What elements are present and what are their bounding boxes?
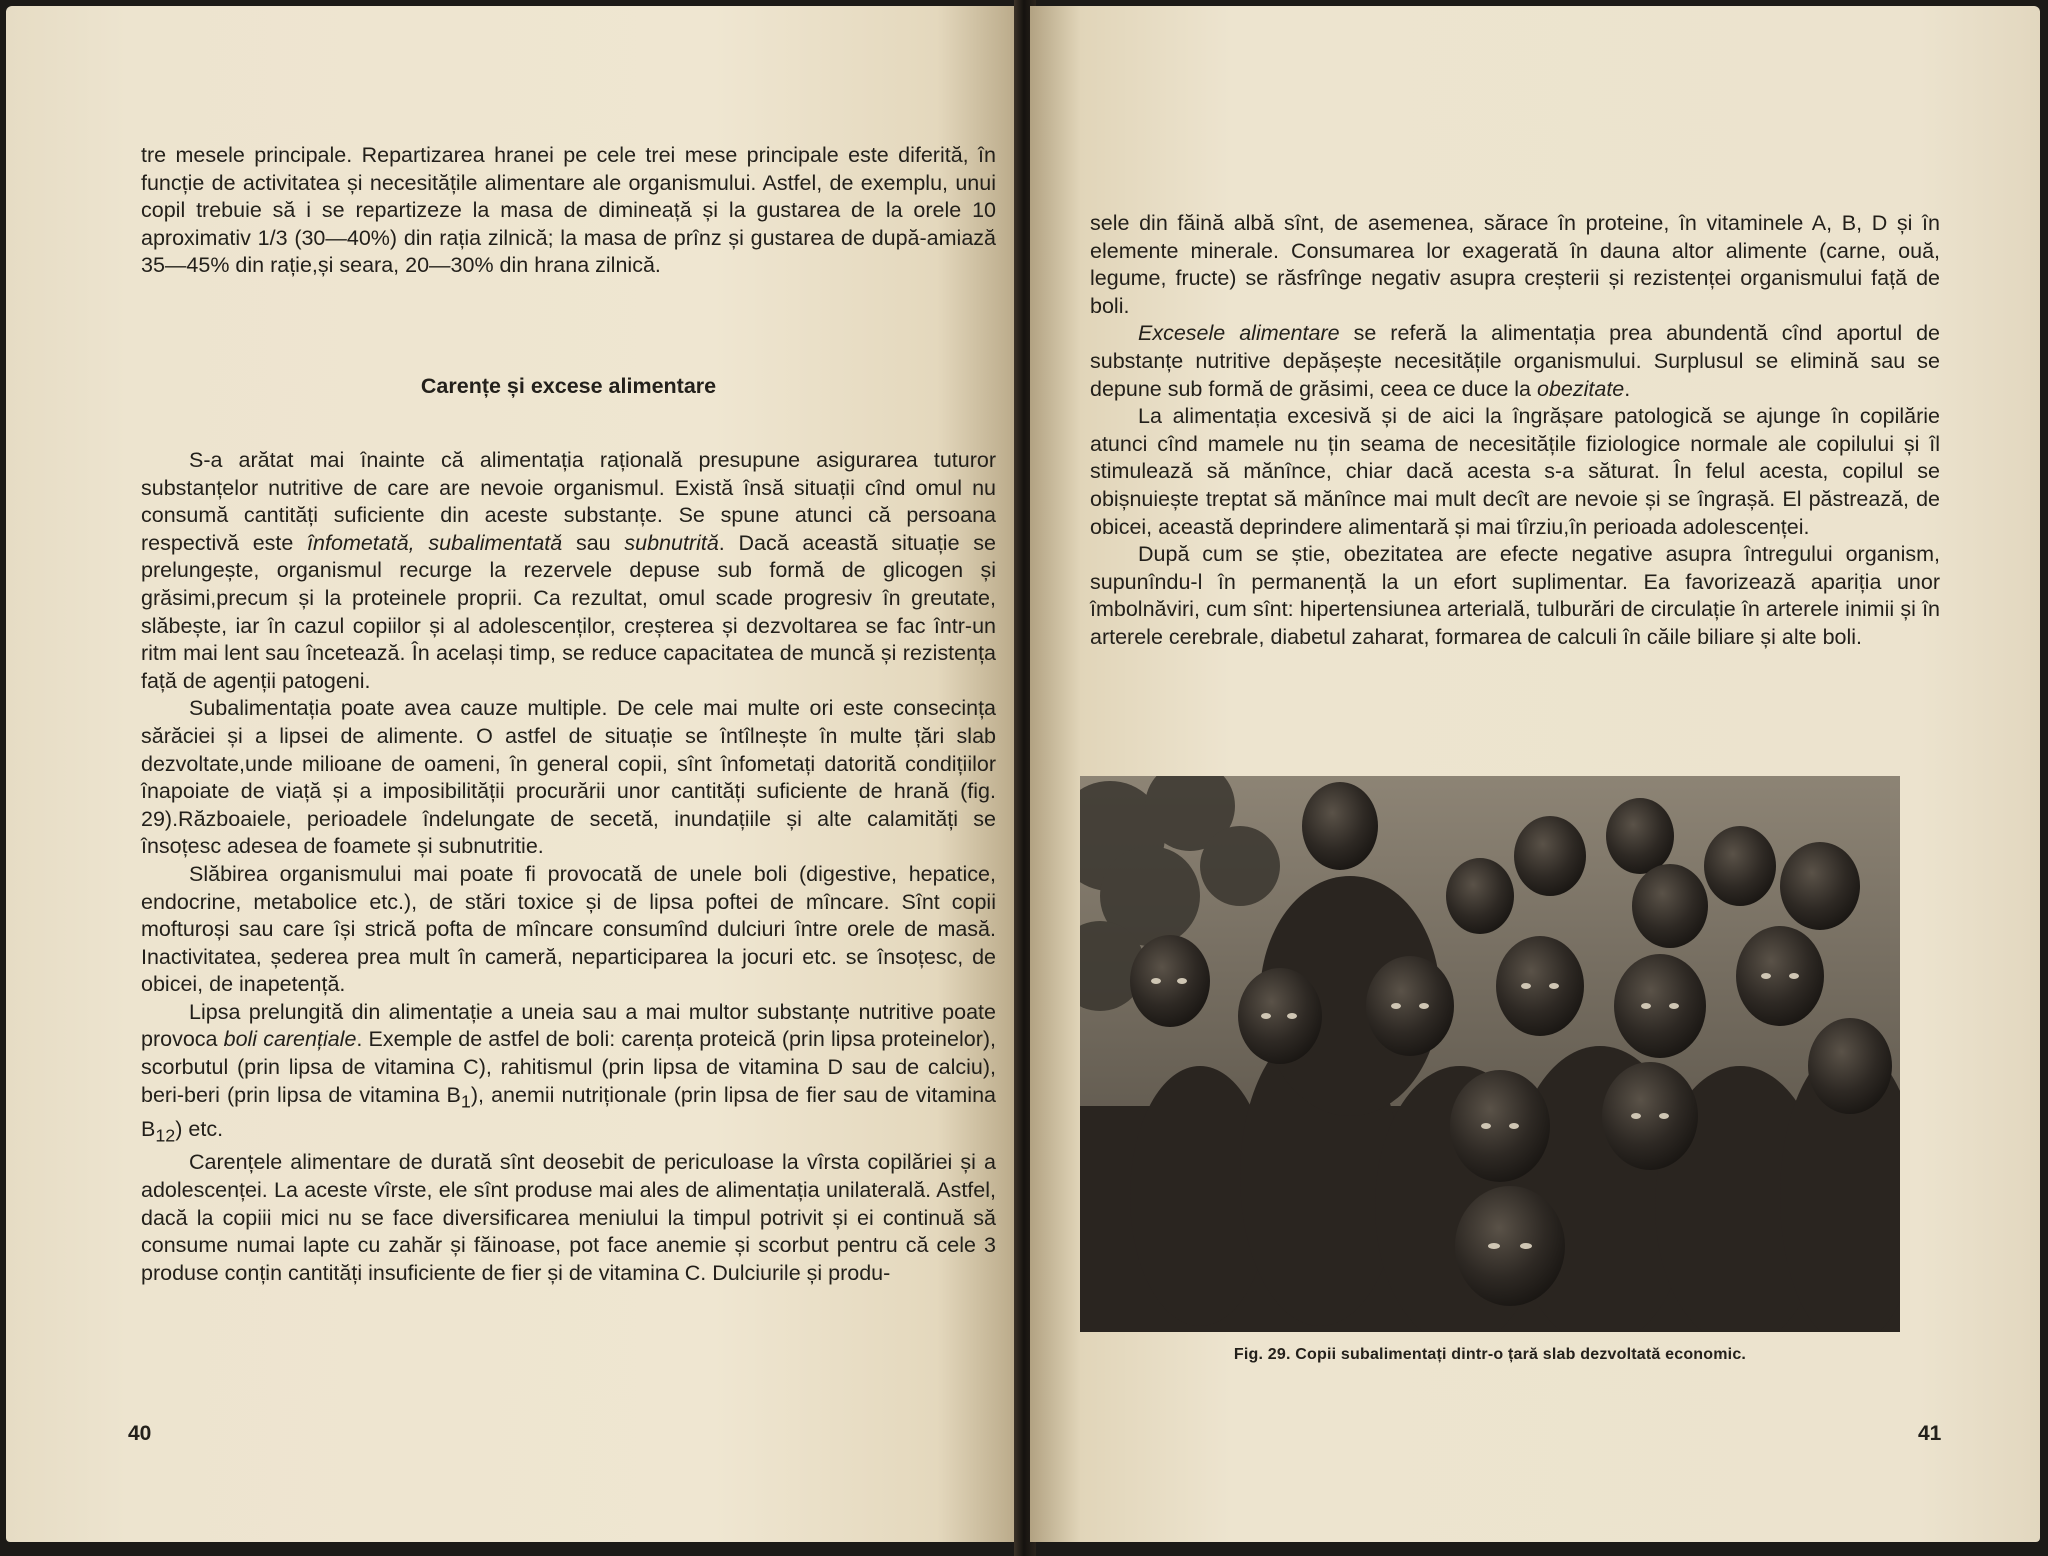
emphasis-term: Excesele alimentare [1138,321,1340,346]
paragraph-subalimentatie-def: S-a arătat mai înainte că alimentația rațională presupune asigurarea tuturor substanțelor nutritive de care are nevoie organismul. Există însă situații cînd omul nu consumă cantități suficiente din aceste substanțe. Se spune atunci că persoana respectivă este înfometată, subalimentată sau subnutrită. Dacă această situație se prelungește, organismul recurge la rezervele depuse sub formă de glicogen și grăsimi,precum și la proteinele proprii. Ca rezultat, omul scade progresiv în greutate, slăbește, iar în cazul copiilor și al adolescenților, creșterea și dezvoltarea se fac într-un ritm mai lent sau încetează. În același timp, se reduce capacitatea de muncă și rezistența față de agenții patogeni. [141,448,996,693]
paragraph-faina-alba: sele din făină albă sînt, de asemenea, sărace în proteine, în vitaminele A, B, D și în elemente minerale. Consumarea lor exagerată în dauna altor alimente (carne, ouă, legume, fructe) se răsfrînge negativ asupra creșterii și rezistenței organismului față de boli. [1090,211,1940,318]
photo-children-illustration [1080,776,1900,1332]
paragraph-slabire: Slăbirea organismului mai poate fi provocată de unele boli (digestive, hepatice, endocrine, metabolice etc.), de stări toxice și de lipsa poftei de mîncare. Sînt copii mofturoși sau care își strică pofta de mîncare consumînd dulciuri între orele de masă. Inactivitatea, șederea prea mult în cameră, neparticiparea la jocuri etc. se însoțesc, de obicei, de inapetență. [141,861,996,997]
paragraph-subalimentatie-causes: Subalimentația poate avea cauze multiple. De cele mai multe ori este consecința sărăciei și a lipsei de alimente. O astfel de situație se întîlnește în multe țări slab dezvoltate,unde milioane de oameni, în general copii, sînt înfometați datorită condițiilor înapoiate de viață și a imposibilității procurării unor cantități suficiente de hrană (fig. 29).Războaiele, perioadele îndelungate de secetă, inundațiile și alte calamități se însoțesc adesea de foamete și subnutritie. [141,696,996,859]
page-number-right: 41 [1918,1422,1942,1445]
right-body-text [1090,210,1940,652]
emphasis-term: boli carențiale [223,1027,357,1052]
intro-text: tre mesele principale. Repartizarea hranei pe cele trei mese principale este diferită, în funcție de activitatea și necesitățile alimentare ale organismului. Astfel, de exemplu, unui copil trebuie să i se repartizeze la masa de dimineață și la gustarea de la orele 10 aproximativ 1/3 (30—40%) din rația zilnică; la masa de prînz și gustarea de după-amiază 35—45% din rație,și seara, 20—30% din hrana zilnică. [141,143,996,278]
right-page [1030,6,2040,1542]
paragraph-boli-carentiale: Lipsa prelungită din alimentație a uneia sau a mai multor substanțe nutritive poate provoca boli carențiale. Exemple de astfel de boli: carența proteică (prin lipsa proteinelor), scorbutul (prin lipsa de vitamina C), rahitismul (prin lipsa de vitamina D sau de calciu), beri-beri (prin lipsa de vitamina $B_1$), anemii nutriționale (prin lipsa de fier sau de vitamina $B_{12}$) etc. [141,999,996,1145]
paragraph-alimentatie-excesiva: La alimentația excesivă și de aici la îngrășare patologică se ajunge în copilărie atunci cînd mamele nu țin seama de necesitățile fiziologice normale ale copilului și îl stimulează să mănînce, chiar dacă acesta s-a săturat. În felul acesta, copilul se obișnuiește treptat să mănînce mai mult decît are nevoie și se îngrașă. El păstrează, de obicei, această deprindere alimentară și mai tîrziu,în perioada adolescenței. [1090,404,1940,539]
emphasis-term: obezitate [1537,376,1625,401]
section-heading: Carențe și excese alimentare [420,374,717,398]
figure-photo [1080,776,1900,1332]
intro-paragraph [141,142,996,280]
left-page [6,6,1018,1542]
paragraph-carente-durata: Carențele alimentare de durată sînt deosebit de periculoase la vîrsta copilăriei și a adolescenței. La aceste vîrste, ele sînt produse mai ales de alimentația unilaterală. Astfel, dacă la copiii mici nu se face diversificarea meniului la timpul potrivit și ei continuă să consume numai lapte cu zahăr și făinoase, pot face anemie și scorbut pentru că cele 3 produse conțin cantități insuficiente de fier și de vitamina C. Dulciurile și produ- [141,1150,996,1285]
left-body-text [141,447,996,1287]
emphasis-term: subnutrită [624,530,719,555]
paragraph-obezitate: După cum se știe, obezitatea are efecte negative asupra întregului organism, supunîndu-l în permanență la un efort suplimentar. Ea favorizează apariția unor îmbolnăviri, cum sînt: hipertensiunea arterială, tulburări de circulație în arterele inimii și în arterele cerebrale, diabetul zaharat, formarea de calculi în căile biliare și alte boli. [1090,542,1940,649]
figure-caption: Fig. 29. Copii subalimentați dintr-o țară slab dezvoltată economic. [1233,1346,1747,1363]
page-number-left: 40 [128,1422,152,1445]
paragraph-excese: Excesele alimentare se referă la alimentația prea abundentă cînd aportul de substanțe nutritive depășește necesitățile organismului. Surplusul se elimină sau se depune sub formă de grăsimi, ceea ce duce la obezitate. [1090,321,1940,401]
emphasis-term: înfometată, subalimentată [307,530,563,555]
